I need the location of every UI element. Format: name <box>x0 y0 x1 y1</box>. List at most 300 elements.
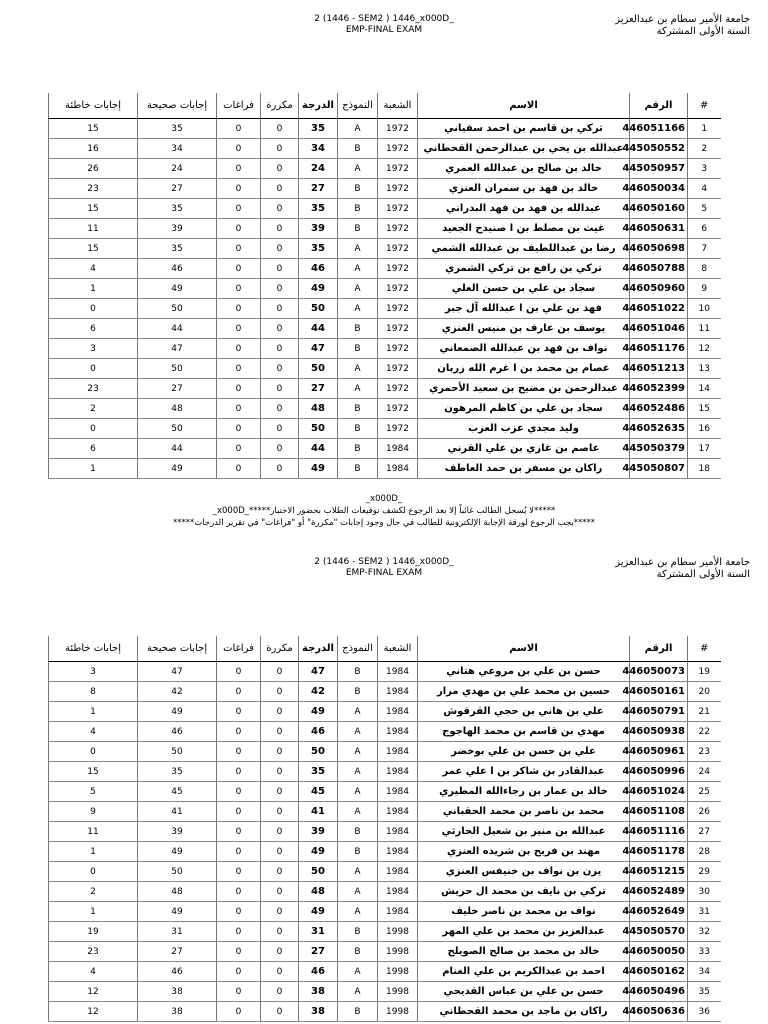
col-grade: الدرجة <box>299 93 338 119</box>
table-row <box>49 199 721 219</box>
form: A <box>338 239 378 259</box>
table-body <box>49 119 721 479</box>
table-row <box>49 942 721 962</box>
form: A <box>338 742 378 762</box>
wrong-count: 3 <box>49 662 138 682</box>
student-name: عصام بن محمد بن ا غرم الله زربان <box>418 359 630 379</box>
duplicate-count: 0 <box>261 439 299 459</box>
wrong-count: 4 <box>49 962 138 982</box>
blank-count: 0 <box>217 179 261 199</box>
student-id: 446050960 <box>630 279 688 299</box>
duplicate-count: 0 <box>261 339 299 359</box>
table-row <box>49 862 721 882</box>
blank-count: 0 <box>217 339 261 359</box>
duplicate-count: 0 <box>261 882 299 902</box>
row-index: 21 <box>688 702 721 722</box>
wrong-count: 1 <box>49 702 138 722</box>
row-index: 35 <box>688 982 721 1002</box>
student-id: 445050379 <box>630 439 688 459</box>
grade: 38 <box>299 1002 338 1022</box>
section: 1984 <box>378 902 418 922</box>
table-row <box>49 239 721 259</box>
duplicate-count: 0 <box>261 822 299 842</box>
table-row <box>49 962 721 982</box>
student-name: خالد بن محمد بن صالح الصويلح <box>418 942 630 962</box>
wrong-count: 26 <box>49 159 138 179</box>
row-index: 16 <box>688 419 721 439</box>
duplicate-count: 0 <box>261 199 299 219</box>
correct-count: 49 <box>138 279 217 299</box>
section: 1998 <box>378 962 418 982</box>
blank-count: 0 <box>217 219 261 239</box>
form: A <box>338 722 378 742</box>
grade: 47 <box>299 339 338 359</box>
row-index: 32 <box>688 922 721 942</box>
duplicate-count: 0 <box>261 139 299 159</box>
grade: 46 <box>299 259 338 279</box>
grade: 48 <box>299 399 338 419</box>
student-name: نواف بن محمد بن ناصر خليف <box>418 902 630 922</box>
student-id: 446051024 <box>630 782 688 802</box>
exam-title <box>300 14 468 36</box>
student-id: 446051022 <box>630 299 688 319</box>
correct-count: 35 <box>138 119 217 139</box>
duplicate-count: 0 <box>261 119 299 139</box>
form: B <box>338 439 378 459</box>
note-absence: *****لا يُسجل الطالب غائباً إلا بعد الرجوع لكشف توقيعات الطلاب بحضور الاختبار*****_x000D_ <box>212 506 556 516</box>
duplicate-count: 0 <box>261 319 299 339</box>
table-row <box>49 682 721 702</box>
section: 1972 <box>378 379 418 399</box>
row-index: 17 <box>688 439 721 459</box>
section: 1972 <box>378 199 418 219</box>
student-id: 446051046 <box>630 319 688 339</box>
student-name: خالد بن صالح بن عبدالله العمري <box>418 159 630 179</box>
student-name: راكان بن مسفر بن حمد العاطف <box>418 459 630 479</box>
form: B <box>338 459 378 479</box>
student-name: عبدالقادر بن شاكر بن ا علي عمر <box>418 762 630 782</box>
grades-table-1 <box>48 93 721 479</box>
grade: 27 <box>299 179 338 199</box>
blank-count: 0 <box>217 259 261 279</box>
correct-count: 46 <box>138 962 217 982</box>
grades-table-2 <box>48 636 721 1022</box>
table-row <box>49 922 721 942</box>
student-id: 446051176 <box>630 339 688 359</box>
grade: 48 <box>299 882 338 902</box>
student-id: 446050161 <box>630 682 688 702</box>
blank-count: 0 <box>217 319 261 339</box>
form: A <box>338 379 378 399</box>
student-name: عبدالله بن منير بن شعيل الحارثي <box>418 822 630 842</box>
grade: 49 <box>299 842 338 862</box>
student-id: 446052399 <box>630 379 688 399</box>
row-index: 14 <box>688 379 721 399</box>
form: A <box>338 279 378 299</box>
grade: 49 <box>299 702 338 722</box>
wrong-count: 4 <box>49 722 138 742</box>
section: 1972 <box>378 399 418 419</box>
grade: 38 <box>299 982 338 1002</box>
duplicate-count: 0 <box>261 922 299 942</box>
table-row <box>49 842 721 862</box>
section: 1998 <box>378 922 418 942</box>
blank-count: 0 <box>217 682 261 702</box>
wrong-count: 12 <box>49 1002 138 1022</box>
section: 1984 <box>378 882 418 902</box>
row-index: 13 <box>688 359 721 379</box>
student-id: 446050636 <box>630 1002 688 1022</box>
wrong-count: 0 <box>49 742 138 762</box>
table-row <box>49 982 721 1002</box>
row-index: 29 <box>688 862 721 882</box>
student-name: عبدالعزيز بن محمد بن علي المهر <box>418 922 630 942</box>
institution <box>615 557 750 581</box>
row-index: 31 <box>688 902 721 922</box>
section: 1972 <box>378 319 418 339</box>
table-row <box>49 339 721 359</box>
duplicate-count: 0 <box>261 942 299 962</box>
student-id: 445050552 <box>630 139 688 159</box>
row-index: 18 <box>688 459 721 479</box>
col-correct: إجابات صحيحة <box>138 93 217 119</box>
exam-title <box>300 557 468 579</box>
correct-count: 46 <box>138 722 217 742</box>
student-id: 446050788 <box>630 259 688 279</box>
correct-count: 46 <box>138 259 217 279</box>
correct-count: 50 <box>138 299 217 319</box>
grade: 47 <box>299 662 338 682</box>
form: B <box>338 1002 378 1022</box>
grade: 49 <box>299 279 338 299</box>
table-row <box>49 439 721 459</box>
student-id: 446050961 <box>630 742 688 762</box>
wrong-count: 9 <box>49 802 138 822</box>
table-row <box>49 219 721 239</box>
section: 1972 <box>378 419 418 439</box>
blank-count: 0 <box>217 922 261 942</box>
row-index: 12 <box>688 339 721 359</box>
duplicate-count: 0 <box>261 399 299 419</box>
student-id: 446050791 <box>630 702 688 722</box>
table-row <box>49 379 721 399</box>
form: B <box>338 922 378 942</box>
table-row <box>49 399 721 419</box>
student-name: سجاد بن علي بن حسن العلي <box>418 279 630 299</box>
row-index: 34 <box>688 962 721 982</box>
row-index: 24 <box>688 762 721 782</box>
blank-count: 0 <box>217 419 261 439</box>
section: 1984 <box>378 439 418 459</box>
student-name: غيث بن مصلط بن ا صنيدح الجعيد <box>418 219 630 239</box>
section: 1984 <box>378 842 418 862</box>
wrong-count: 1 <box>49 902 138 922</box>
duplicate-count: 0 <box>261 1002 299 1022</box>
row-index: 28 <box>688 842 721 862</box>
form: A <box>338 802 378 822</box>
student-name: تركي بن نايف بن محمد ال حريش <box>418 882 630 902</box>
grade: 39 <box>299 219 338 239</box>
table-row <box>49 459 721 479</box>
grade: 31 <box>299 922 338 942</box>
blank-count: 0 <box>217 1002 261 1022</box>
form: B <box>338 199 378 219</box>
blank-count: 0 <box>217 742 261 762</box>
student-name: احمد بن عبدالكريم بن علي الغنام <box>418 962 630 982</box>
form: A <box>338 119 378 139</box>
header-row <box>49 93 721 119</box>
section: 1972 <box>378 139 418 159</box>
blank-count: 0 <box>217 139 261 159</box>
table-row <box>49 782 721 802</box>
duplicate-count: 0 <box>261 359 299 379</box>
header-row <box>49 636 721 662</box>
form: A <box>338 882 378 902</box>
section: 1984 <box>378 862 418 882</box>
exam-name: EMP-FINAL EXAM <box>345 568 423 578</box>
row-index: 9 <box>688 279 721 299</box>
table-row <box>49 359 721 379</box>
section: 1998 <box>378 982 418 1002</box>
wrong-count: 15 <box>49 762 138 782</box>
form: B <box>338 662 378 682</box>
section: 1972 <box>378 359 418 379</box>
table-body <box>49 662 721 1022</box>
correct-count: 34 <box>138 139 217 159</box>
student-id: 446050160 <box>630 199 688 219</box>
section: 1984 <box>378 682 418 702</box>
blank-count: 0 <box>217 962 261 982</box>
section: 1998 <box>378 942 418 962</box>
section: 1984 <box>378 702 418 722</box>
duplicate-count: 0 <box>261 962 299 982</box>
table-row <box>49 902 721 922</box>
wrong-count: 4 <box>49 259 138 279</box>
wrong-count: 23 <box>49 179 138 199</box>
correct-count: 41 <box>138 802 217 822</box>
grade: 24 <box>299 159 338 179</box>
wrong-count: 2 <box>49 882 138 902</box>
col-section: الشعبة <box>378 636 418 662</box>
wrong-count: 3 <box>49 339 138 359</box>
exam-name: EMP-FINAL EXAM <box>345 25 423 35</box>
col-index: # <box>688 636 721 662</box>
grade: 27 <box>299 379 338 399</box>
wrong-count: 15 <box>49 119 138 139</box>
student-name: خالد بن عمار بن رجاءالله المطيري <box>418 782 630 802</box>
section: 1972 <box>378 299 418 319</box>
section: 1972 <box>378 239 418 259</box>
wrong-count: 23 <box>49 379 138 399</box>
student-id: 446052635 <box>630 419 688 439</box>
blank-count: 0 <box>217 279 261 299</box>
student-id: 446050631 <box>630 219 688 239</box>
section: 1972 <box>378 159 418 179</box>
correct-count: 50 <box>138 862 217 882</box>
blank-count: 0 <box>217 359 261 379</box>
form: A <box>338 259 378 279</box>
section: 1972 <box>378 119 418 139</box>
form: B <box>338 139 378 159</box>
correct-count: 50 <box>138 419 217 439</box>
student-id: 446051116 <box>630 822 688 842</box>
duplicate-count: 0 <box>261 279 299 299</box>
row-index: 25 <box>688 782 721 802</box>
program-name: السنة الأولى المشتركة <box>656 569 750 580</box>
grade: 46 <box>299 962 338 982</box>
blank-count: 0 <box>217 159 261 179</box>
col-blank: فراغات <box>217 636 261 662</box>
student-id: 446050938 <box>630 722 688 742</box>
blank-count: 0 <box>217 299 261 319</box>
grade: 45 <box>299 782 338 802</box>
col-correct: إجابات صحيحة <box>138 636 217 662</box>
form: B <box>338 399 378 419</box>
grade: 35 <box>299 239 338 259</box>
grade: 49 <box>299 902 338 922</box>
wrong-count: 11 <box>49 822 138 842</box>
correct-count: 50 <box>138 359 217 379</box>
form: B <box>338 419 378 439</box>
form: A <box>338 359 378 379</box>
student-name: مهدي بن قاسم بن محمد الهاجوج <box>418 722 630 742</box>
grade: 27 <box>299 942 338 962</box>
blank-count: 0 <box>217 439 261 459</box>
blank-count: 0 <box>217 902 261 922</box>
student-name: راكان بن ماجد بن محمد القحطاني <box>418 1002 630 1022</box>
grade: 35 <box>299 119 338 139</box>
grade: 35 <box>299 762 338 782</box>
col-wrong: إجابات خاطئة <box>49 636 138 662</box>
col-wrong: إجابات خاطئة <box>49 93 138 119</box>
grade: 50 <box>299 359 338 379</box>
duplicate-count: 0 <box>261 299 299 319</box>
section: 1984 <box>378 742 418 762</box>
page-header-2 <box>0 557 768 587</box>
row-index: 7 <box>688 239 721 259</box>
wrong-count: 1 <box>49 842 138 862</box>
correct-count: 39 <box>138 219 217 239</box>
wrong-count: 1 <box>49 279 138 299</box>
duplicate-count: 0 <box>261 722 299 742</box>
correct-count: 38 <box>138 1002 217 1022</box>
blank-count: 0 <box>217 862 261 882</box>
student-id: 446052649 <box>630 902 688 922</box>
program-name: السنة الأولى المشتركة <box>656 26 750 37</box>
col-section: الشعبة <box>378 93 418 119</box>
col-duplicate: مكررة <box>261 636 299 662</box>
grade: 44 <box>299 319 338 339</box>
duplicate-count: 0 <box>261 419 299 439</box>
wrong-count: 11 <box>49 219 138 239</box>
correct-count: 50 <box>138 742 217 762</box>
duplicate-count: 0 <box>261 802 299 822</box>
student-id: 446052486 <box>630 399 688 419</box>
grade: 50 <box>299 862 338 882</box>
table-header <box>49 93 721 119</box>
form: A <box>338 982 378 1002</box>
student-id: 445050570 <box>630 922 688 942</box>
student-name: تركي بن قاسم بن احمد سفياني <box>418 119 630 139</box>
correct-count: 49 <box>138 702 217 722</box>
row-index: 26 <box>688 802 721 822</box>
form: A <box>338 862 378 882</box>
correct-count: 27 <box>138 942 217 962</box>
university-name: جامعة الأمير سطام بن عبدالعزيز <box>615 557 750 568</box>
correct-count: 44 <box>138 319 217 339</box>
row-index: 10 <box>688 299 721 319</box>
section: 1972 <box>378 179 418 199</box>
duplicate-count: 0 <box>261 179 299 199</box>
student-id: 446050073 <box>630 662 688 682</box>
student-id: 446052489 <box>630 882 688 902</box>
row-index: 11 <box>688 319 721 339</box>
section: 1972 <box>378 259 418 279</box>
form: B <box>338 339 378 359</box>
wrong-count: 15 <box>49 199 138 219</box>
grade: 34 <box>299 139 338 159</box>
duplicate-count: 0 <box>261 682 299 702</box>
wrong-count: 0 <box>49 419 138 439</box>
duplicate-count: 0 <box>261 662 299 682</box>
form: B <box>338 842 378 862</box>
col-blank: فراغات <box>217 93 261 119</box>
duplicate-count: 0 <box>261 239 299 259</box>
student-name: خالد بن فهد بن سمران العنزي <box>418 179 630 199</box>
blank-count: 0 <box>217 459 261 479</box>
student-id: 446051108 <box>630 802 688 822</box>
correct-count: 48 <box>138 399 217 419</box>
section: 1984 <box>378 782 418 802</box>
wrong-count: 12 <box>49 982 138 1002</box>
col-duplicate: مكررة <box>261 93 299 119</box>
col-grade: الدرجة <box>299 636 338 662</box>
correct-count: 27 <box>138 179 217 199</box>
grade: 41 <box>299 802 338 822</box>
student-name: مهند بن فريح بن شريده العنزي <box>418 842 630 862</box>
grade: 35 <box>299 199 338 219</box>
blank-count: 0 <box>217 842 261 862</box>
form: A <box>338 902 378 922</box>
row-index: 22 <box>688 722 721 742</box>
row-index: 36 <box>688 1002 721 1022</box>
form: B <box>338 942 378 962</box>
correct-count: 27 <box>138 379 217 399</box>
row-index: 15 <box>688 399 721 419</box>
student-name: تركي بن رافع بن تركي الشمري <box>418 259 630 279</box>
exam-term: 2 (1446 - SEM2 ) 1446_x000D_ <box>314 14 454 24</box>
table-row <box>49 419 721 439</box>
grade: 50 <box>299 742 338 762</box>
correct-count: 38 <box>138 982 217 1002</box>
notes <box>0 493 768 529</box>
form: B <box>338 822 378 842</box>
form: B <box>338 179 378 199</box>
row-index: 8 <box>688 259 721 279</box>
correct-count: 48 <box>138 882 217 902</box>
wrong-count: 19 <box>49 922 138 942</box>
form: B <box>338 682 378 702</box>
table-row <box>49 882 721 902</box>
col-student-name: الاسم <box>418 636 630 662</box>
blank-count: 0 <box>217 199 261 219</box>
duplicate-count: 0 <box>261 862 299 882</box>
blank-count: 0 <box>217 802 261 822</box>
blank-count: 0 <box>217 399 261 419</box>
student-name: وليد مجدي عزب العزب <box>418 419 630 439</box>
table-row <box>49 762 721 782</box>
student-id: 446050050 <box>630 942 688 962</box>
